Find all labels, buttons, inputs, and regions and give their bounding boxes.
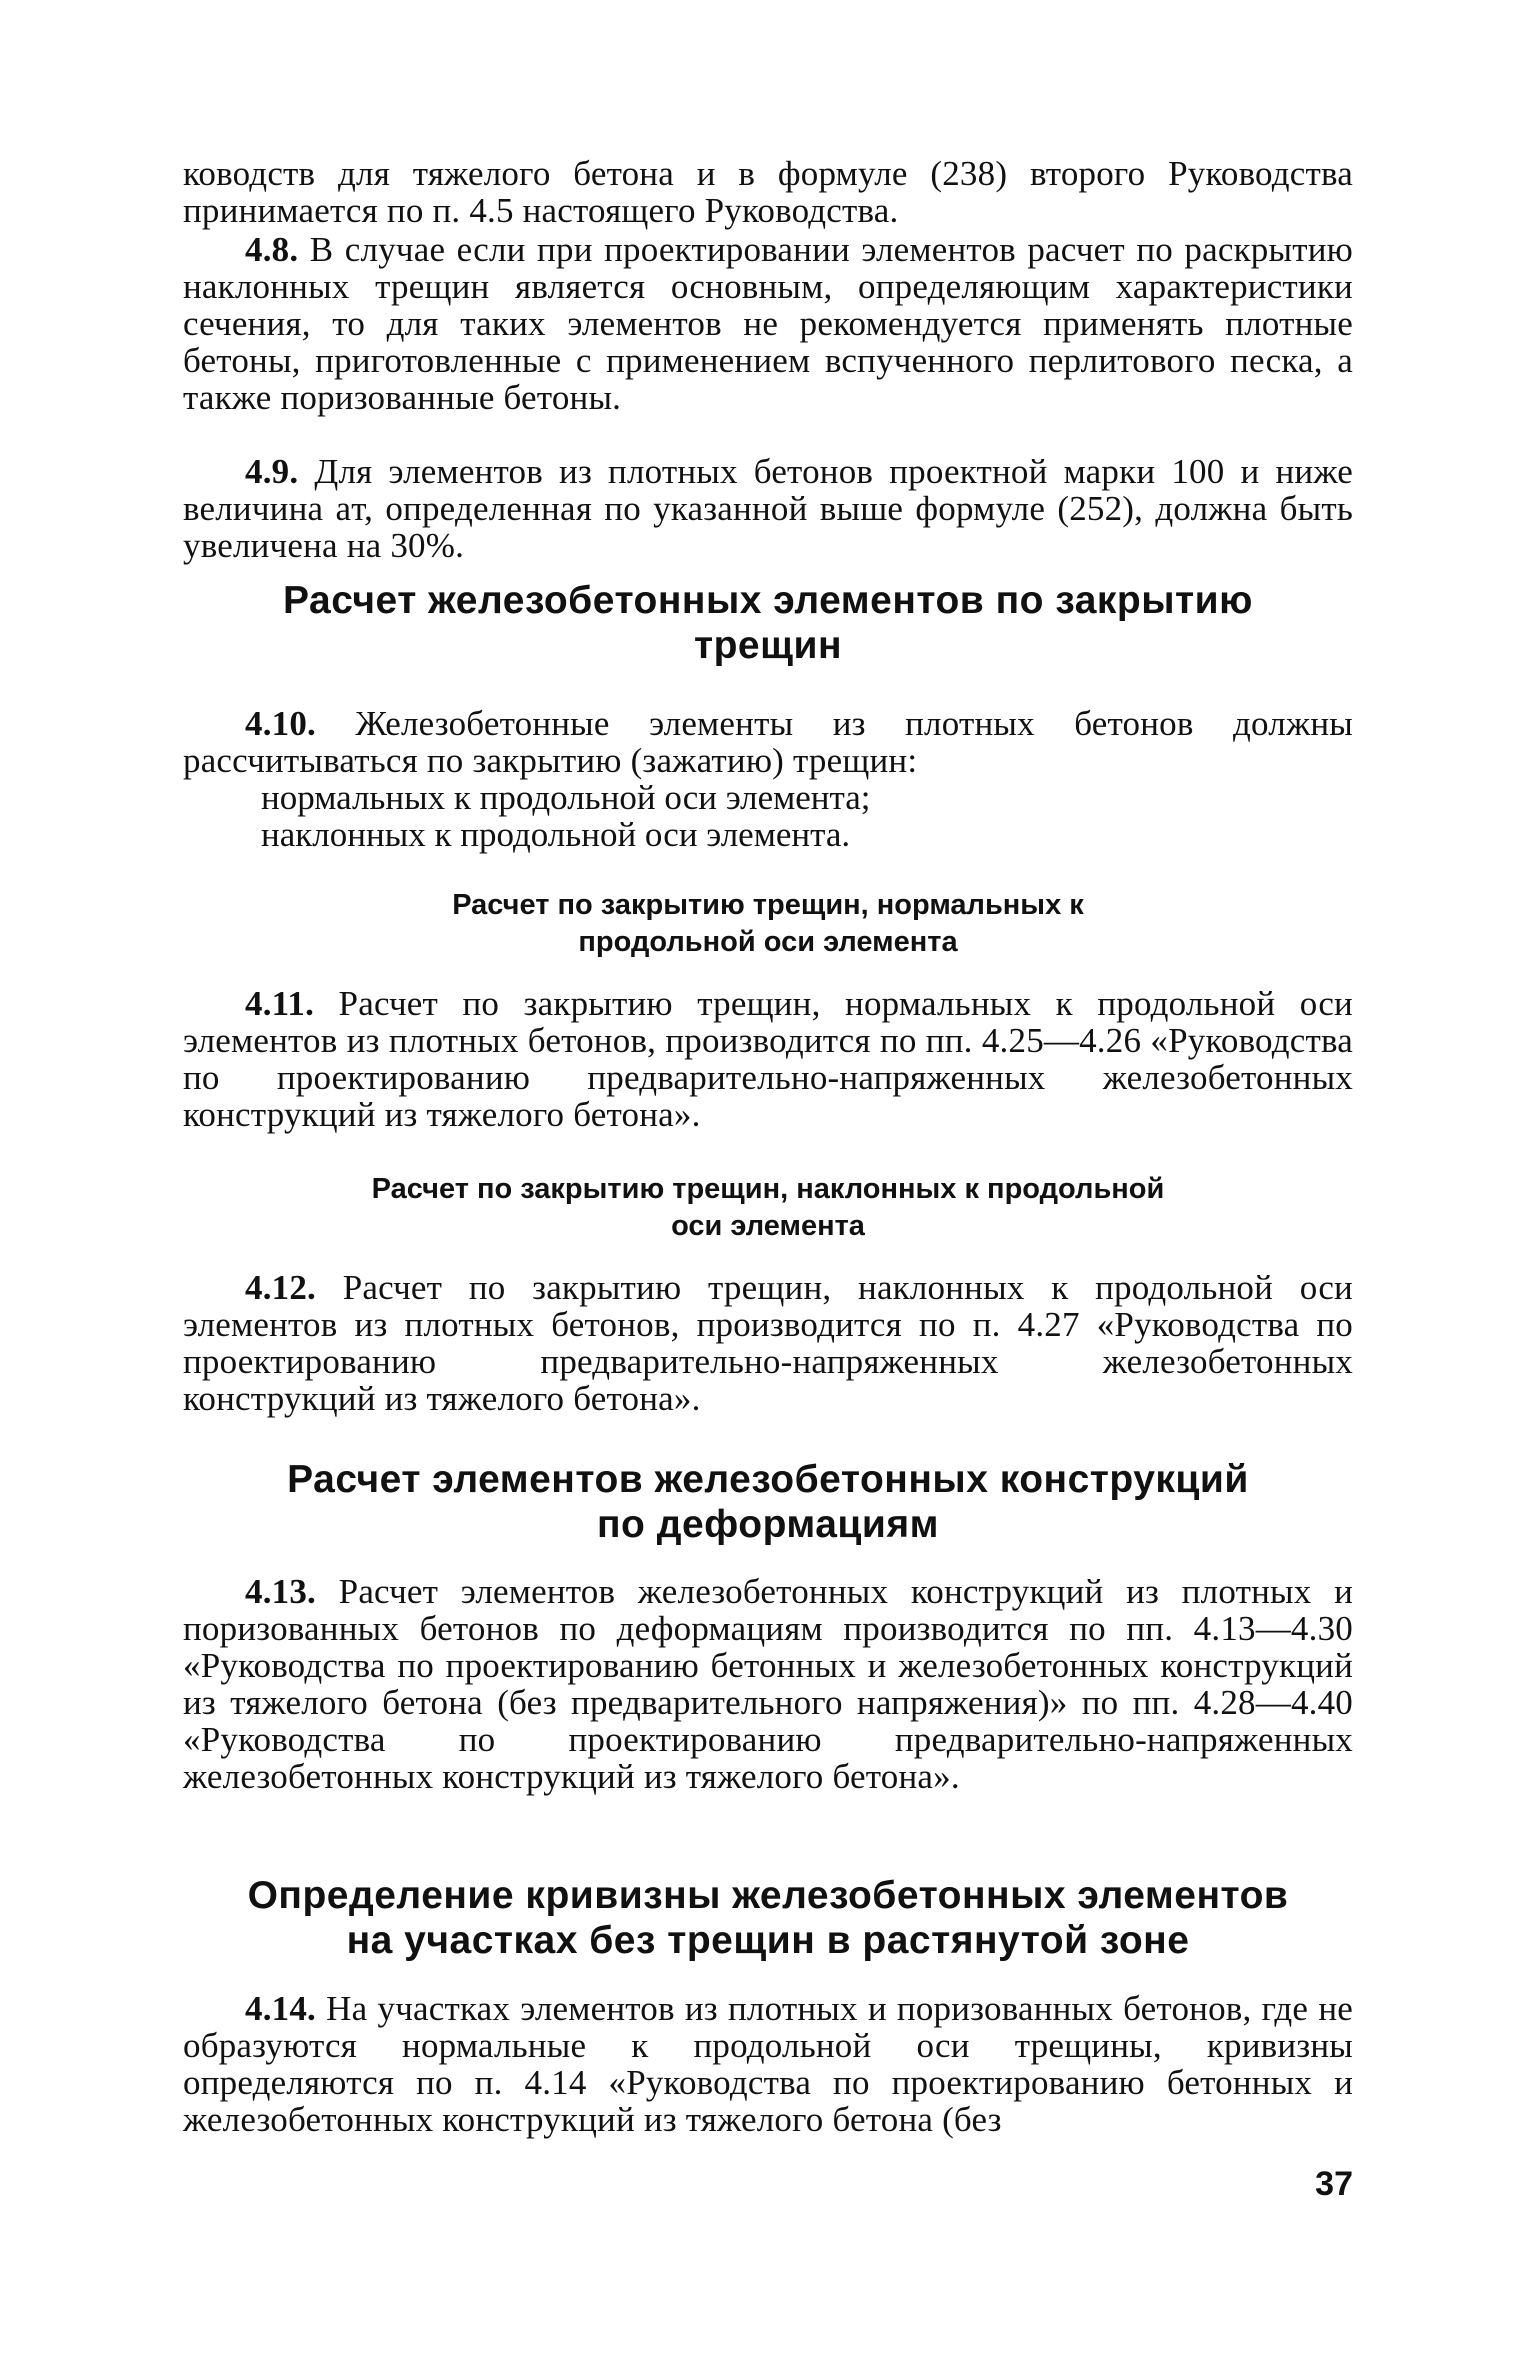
section-heading: Расчет элементов железобетонных конструкций по деформациям (287, 1458, 1249, 1546)
list-item: нормальных к продольной оси элемента; (261, 778, 871, 817)
paragraph-text: В случае если при проектировании элементов расчет по раскрытию наклонных трещин является основным, определяющим характеристики сечения, то для таких элементов не рекомендуется применять плотные бетоны, приготовленные с применением вспученного перлитового песка, а также поризованные бетоны. (183, 230, 1353, 417)
list-item: наклонных к продольной оси элемента. (261, 815, 851, 854)
paragraph-text: Расчет по закрытию трещин, наклонных к продольной оси элементов из плотных бетонов, производится по п. 4.27 «Руководства по проектированию предварительно-напряженных железобетонных конструкций из тяжелого бетона». (183, 1268, 1353, 1418)
paragraph-number: 4.8. (245, 230, 299, 269)
paragraph-text: Расчет по закрытию трещин, нормальных к продольной оси элементов из плотных бетонов, производится по пп. 4.25—4.26 «Руководства по проектированию предварительно-напряженных железобетонных конструкций из тяжелого бетона». (183, 984, 1353, 1134)
paragraph-4-13 (183, 1573, 1353, 1795)
paragraph-text: На участках элементов из плотных и поризованных бетонов, где не образуются нормальные к продольной оси трещины, кривизны определяются по п. 4.14 «Руководства по проектированию бетонных и железобетонных конструкций из тяжелого бетона (без (183, 1989, 1353, 2139)
paragraph-number: 4.13. (245, 1572, 316, 1611)
paragraph-4-11 (183, 985, 1353, 1133)
paragraph-number: 4.14. (245, 1989, 316, 2028)
section-heading: Расчет железобетонных элементов по закрытию трещин (283, 579, 1253, 667)
continuation-paragraph (183, 155, 1353, 229)
paragraph-4-14 (183, 1990, 1353, 2138)
document-page (183, 145, 1353, 2305)
paragraph-number: 4.11. (245, 984, 315, 1023)
paragraph-number: 4.12. (245, 1268, 316, 1307)
paragraph-4-8 (183, 231, 1353, 416)
subsection-heading: Расчет по закрытию трещин, наклонных к продольной оси элемента (371, 1173, 1165, 1242)
paragraph-number: 4.10. (245, 704, 316, 743)
continuation-text: ководств для тяжелого бетона и в формуле (238) второго Руководства принимается по п. 4.5 настоящего Руководства. (183, 154, 1353, 230)
paragraph-text: Для элементов из плотных бетонов проектной марки 100 и ниже величина aт, определенная по указанной выше формуле (252), должна быть увеличена на 30%. (183, 452, 1353, 565)
paragraph-4-9 (183, 453, 1353, 564)
paragraph-text: Железобетонные элементы из плотных бетонов должны рассчитываться по закрытию (зажатию) трещин: (183, 704, 1353, 780)
paragraph-text: Расчет элементов железобетонных конструкций из плотных и поризованных бетонов по деформациям производится по пп. 4.13—4.30 «Руководства по проектированию бетонных и железобетонных конструкций из тяжелого бетона (без предварительного напряжения)» по пп. 4.28—4.40 «Руководства по проектированию предварительно-напряженных железобетонных конструкций из тяжелого бетона». (183, 1572, 1353, 1796)
paragraph-4-10 (183, 705, 1353, 779)
section-heading: Определение кривизны железобетонных элементов на участках без трещин в растянутой зоне (247, 1874, 1289, 1962)
subsection-heading: Расчет по закрытию трещин, нормальных к продольной оси элемента (452, 889, 1084, 958)
paragraph-number: 4.9. (245, 452, 299, 491)
paragraph-4-12 (183, 1269, 1353, 1417)
page-number: 37 (1315, 2165, 1353, 2203)
